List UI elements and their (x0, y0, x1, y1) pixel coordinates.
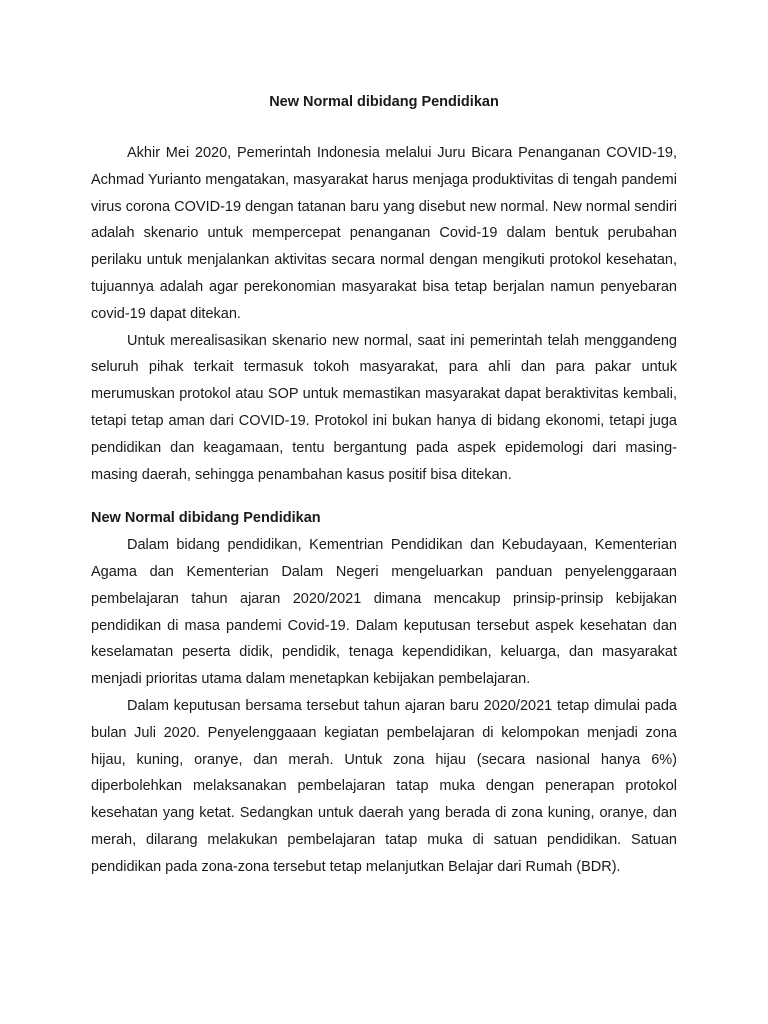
intro-paragraph: Akhir Mei 2020, Pemerintah Indonesia melalui Juru Bicara Penanganan COVID-19, Achmad Yurianto mengatakan, masyarakat harus menjaga produktivitas di tengah pandemi virus corona COVID-19 dengan tatanan baru yang disebut new normal. New normal sendiri adalah skenario untuk mempercepat penanganan Covid-19 dalam bentuk perubahan perilaku untuk menjalankan aktivitas secara normal dengan mengikuti protokol kesehatan, tujuannya adalah agar perekonomian masyarakat bisa tetap berjalan namun penyebaran covid-19 dapat ditekan. (91, 145, 677, 322)
section-paragraph: Dalam bidang pendidikan, Kementrian Pendidikan dan Kebudayaan, Kementerian Agama dan Kementerian Dalam Negeri mengeluarkan panduan penyelenggaraan pembelajaran tahun ajaran 2020/2021 dimana mencakup prinsip-prinsip kebijakan pendidikan di masa pandemi Covid-19. Dalam keputusan tersebut aspek kesehatan dan keselamatan peserta didik, pendidik, tenaga kependidikan, keluarga, dan masyarakat menjadi prioritas utama dalam menetapkan kebijakan pembelajaran. (91, 537, 677, 688)
section-paragraph: Dalam keputusan bersama tersebut tahun ajaran baru 2020/2021 tetap dimulai pada bulan Juli 2020. Penyelenggaaan kegiatan pembelajaran di kelompokan menjadi zona hijau, kuning, oranye, dan merah. Untuk zona hijau (secara nasional hanya 6%) diperbolehkan melaksanakan pembelajaran tatap muka dengan penerapan protokol kesehatan yang ketat. Sedangkan untuk daerah yang berada di zona kuning, oranye, dan merah, dilarang melakukan pembelajaran tatap muka di satuan pendidikan. Satuan pendidikan pada zona-zona tersebut tetap melanjutkan Belajar dari Rumah (BDR). (91, 697, 677, 875)
intro-paragraph: Untuk merealisasikan skenario new normal, saat ini pemerintah telah menggandeng seluruh pihak terkait termasuk tokoh masyarakat, para ahli dan para pakar untuk merumuskan protokol atau SOP untuk memastikan masyarakat dapat beraktivitas kembali, tetapi tetap aman dari COVID-19. Protokol ini bukan hanya di bidang ekonomi, tetapi juga pendidikan dan keagamaan, tentu bergantung pada aspek epidemologi dari masing-masing daerah, sehingga penambahan kasus positif bisa ditekan. (91, 332, 677, 483)
document-page (91, 92, 677, 881)
section-heading: New Normal dibidang Pendidikan (91, 510, 321, 527)
document-title: New Normal dibidang Pendidikan (269, 94, 499, 110)
